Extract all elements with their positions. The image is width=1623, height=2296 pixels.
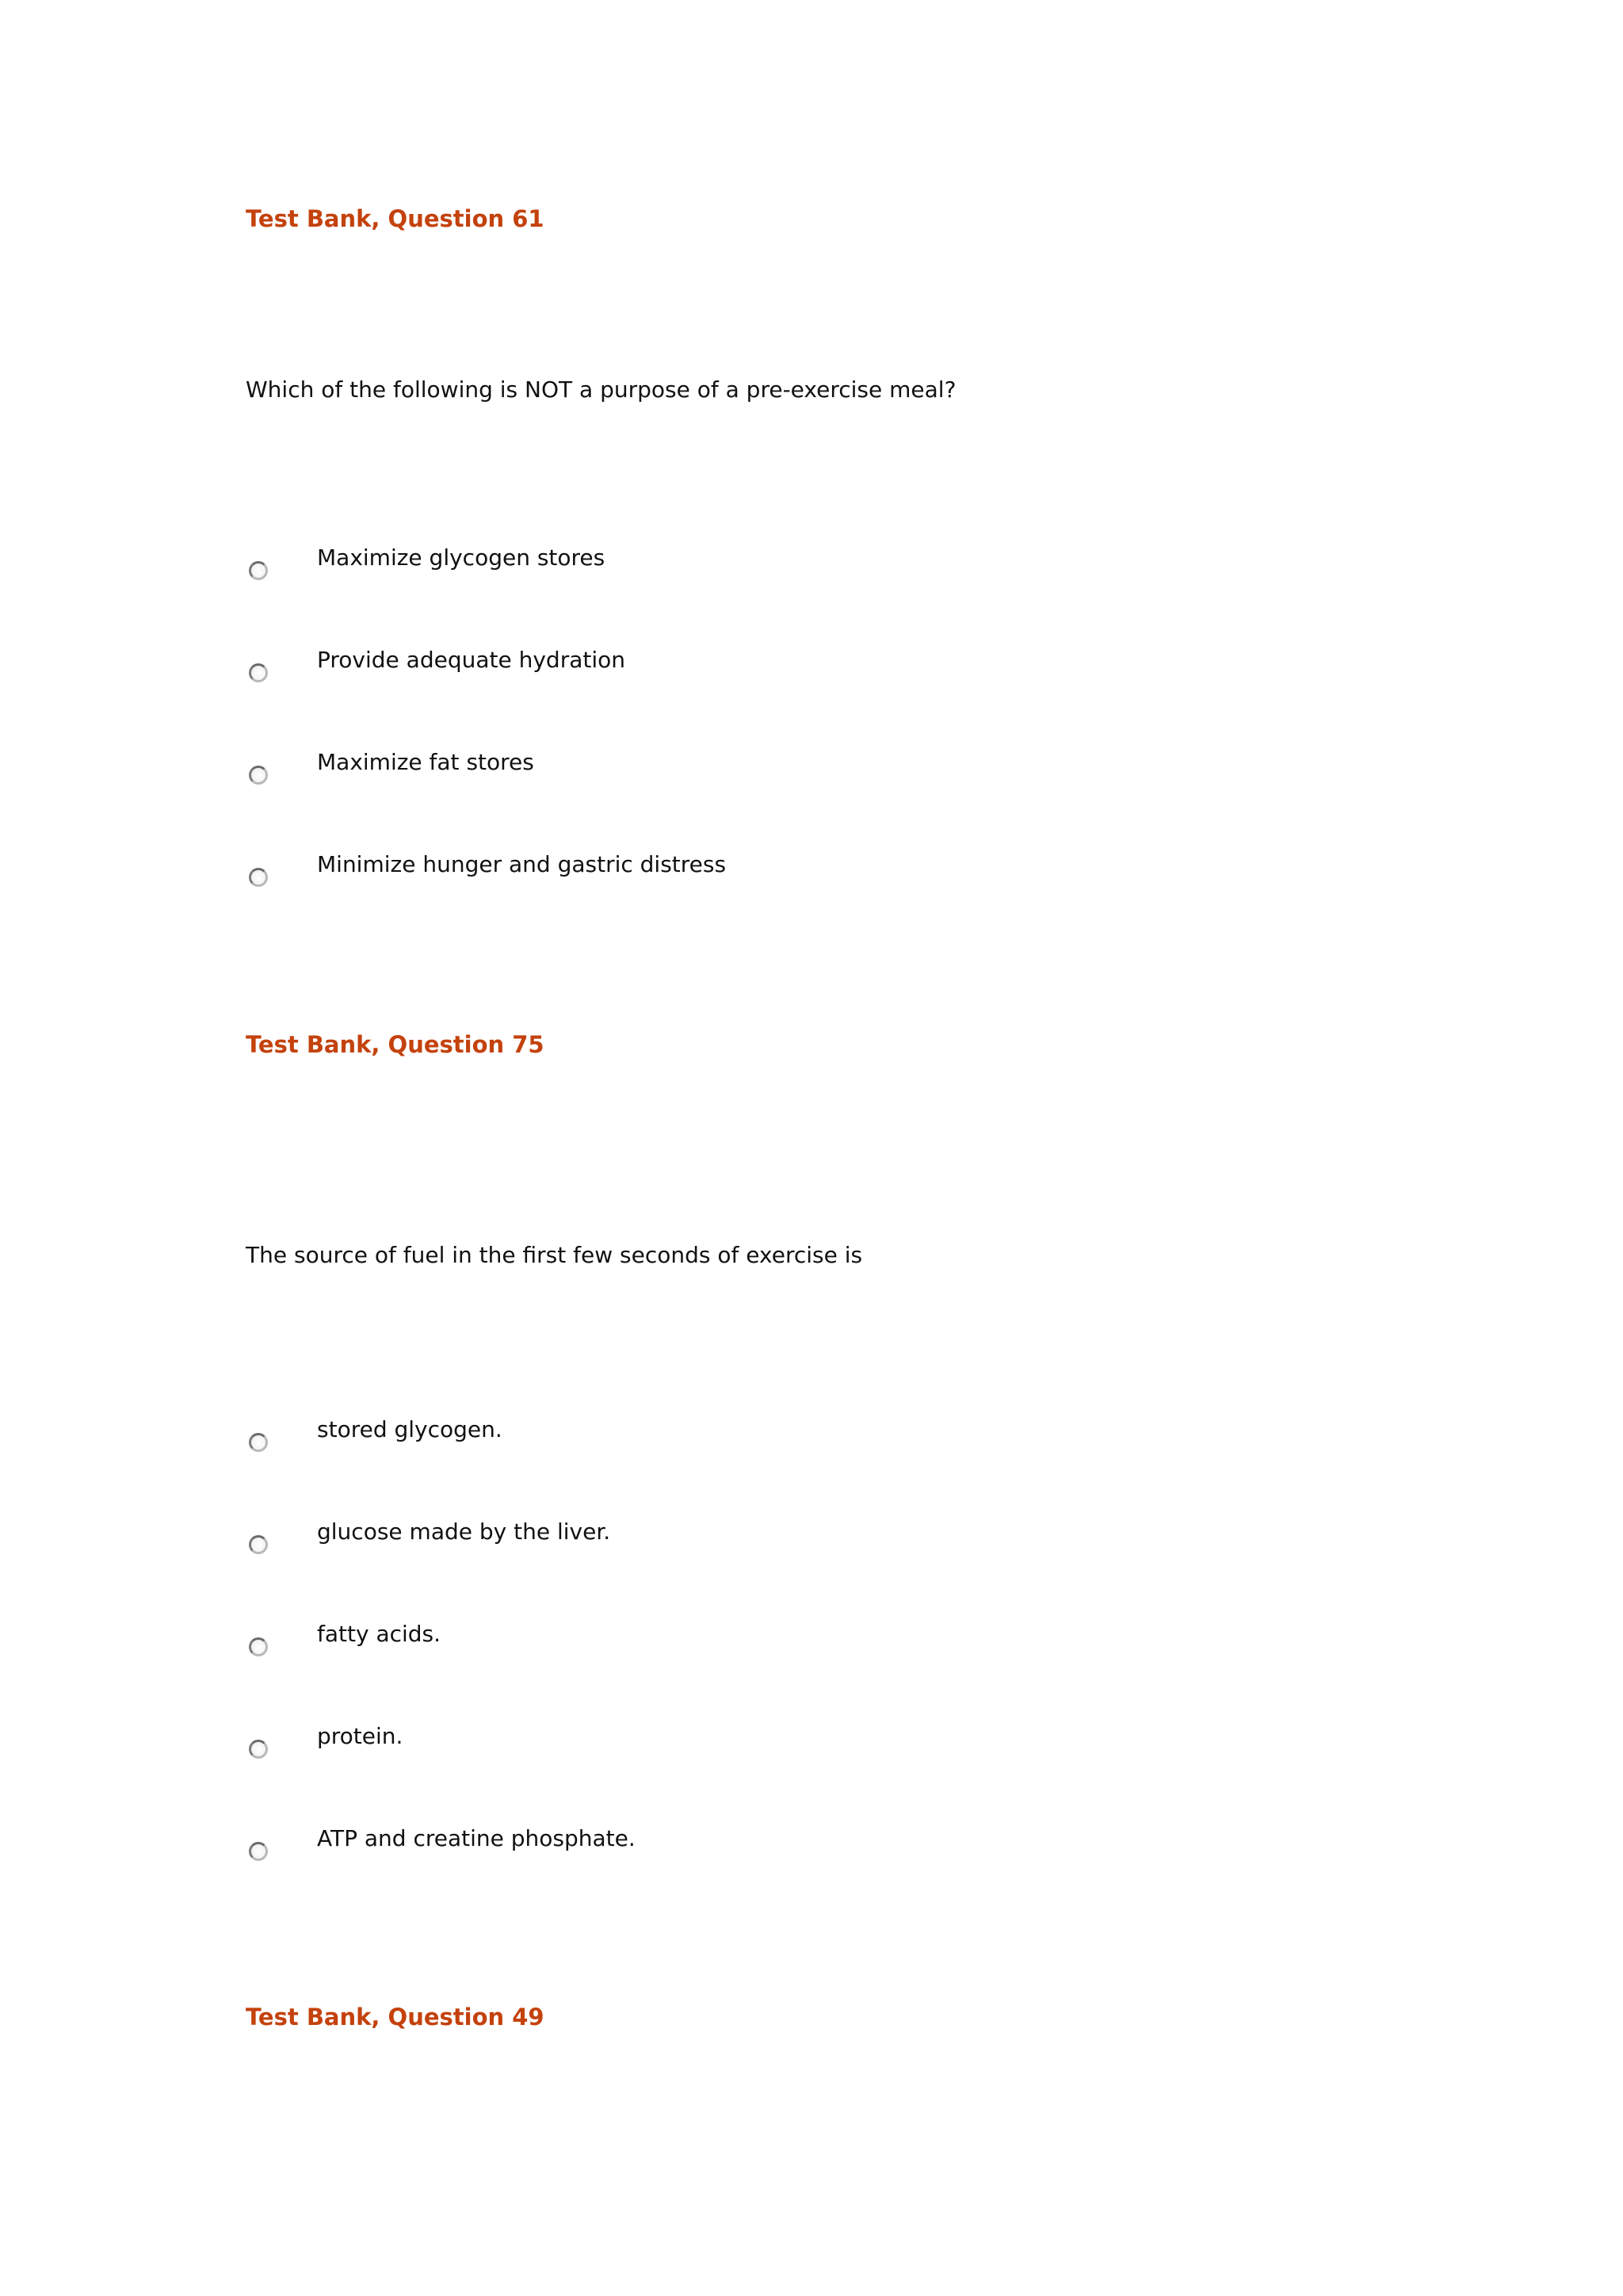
answer-option-3[interactable] (246, 748, 1197, 796)
answer-option-4[interactable] (246, 1722, 1197, 1770)
answer-option-label: Maximize fat stores (317, 749, 534, 775)
radio-button-icon[interactable] (249, 868, 268, 887)
radio-button-icon[interactable] (249, 766, 268, 785)
question-title: Test Bank, Question 75 (246, 1031, 544, 1058)
radio-button-icon[interactable] (249, 1637, 268, 1656)
answer-option-3[interactable] (246, 1620, 1197, 1668)
answer-option-label: Minimize hunger and gastric distress (317, 851, 727, 877)
answer-option-5[interactable] (246, 1824, 1197, 1872)
radio-button-icon[interactable] (249, 1842, 268, 1861)
answer-option-1[interactable] (246, 1415, 1197, 1463)
radio-button-icon[interactable] (249, 1535, 268, 1554)
radio-button-icon[interactable] (249, 663, 268, 682)
answer-option-label: glucose made by the liver. (317, 1519, 611, 1545)
question-text: The source of fuel in the first few seconds of exercise is (246, 1242, 863, 1268)
answer-option-2[interactable] (246, 646, 1197, 693)
answer-option-label: stored glycogen. (317, 1416, 502, 1442)
answer-option-label: ATP and creatine phosphate. (317, 1825, 636, 1851)
answer-option-label: protein. (317, 1723, 403, 1749)
question-title: Test Bank, Question 61 (246, 205, 544, 232)
question-text: Which of the following is NOT a purpose of a pre-exercise meal? (246, 376, 957, 403)
answer-option-4[interactable] (246, 850, 1197, 898)
radio-button-icon[interactable] (249, 1433, 268, 1452)
question-title: Test Bank, Question 49 (246, 2004, 544, 2030)
answer-option-2[interactable] (246, 1518, 1197, 1565)
radio-button-icon[interactable] (249, 561, 268, 580)
answer-option-label: Provide adequate hydration (317, 647, 626, 673)
answer-option-1[interactable] (246, 544, 1197, 591)
answer-option-label: fatty acids. (317, 1621, 441, 1647)
radio-button-icon[interactable] (249, 1740, 268, 1759)
answer-option-label: Maximize glycogen stores (317, 544, 605, 571)
